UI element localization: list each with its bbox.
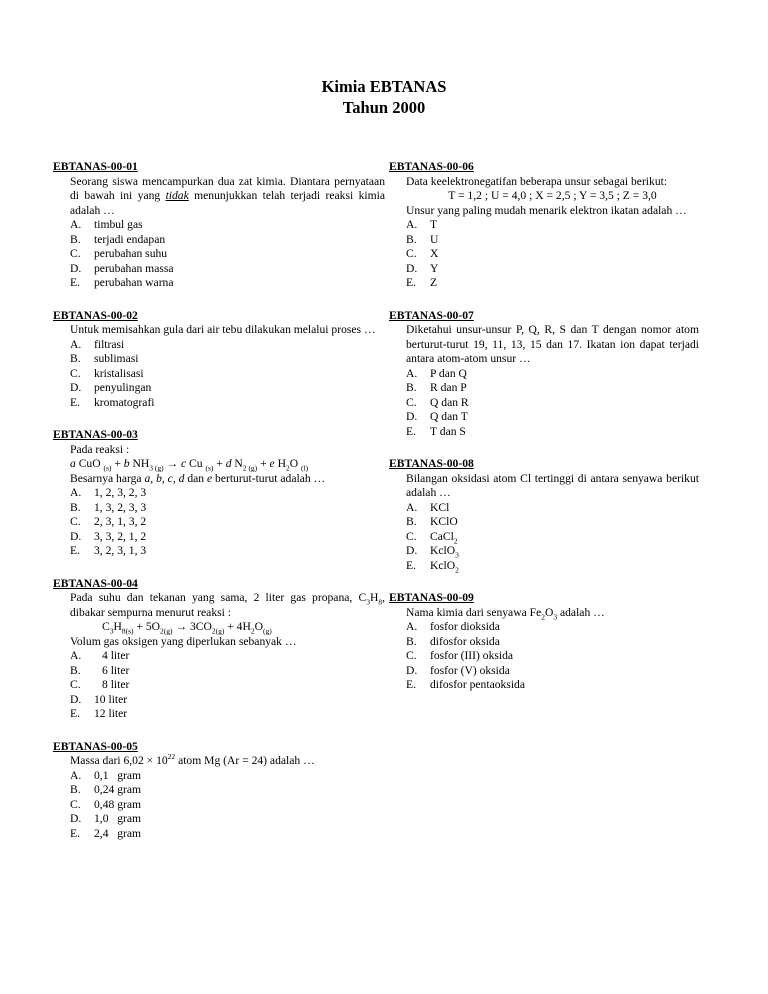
- question-text: Nama kimia dari senyawa $Fe_2O_3$ adalah …: [406, 605, 605, 621]
- options: [389, 218, 699, 291]
- option-b: B. 6 liter: [70, 663, 130, 677]
- left-column: [53, 160, 385, 859]
- options: [53, 649, 385, 722]
- question-text: Massa dari $6,02 \times 10^{22}$ atom Mg (Ar = 24) adalah …: [70, 752, 315, 767]
- option-d: D. 1,0 gram: [70, 812, 142, 825]
- question-03: [53, 428, 385, 559]
- option-d: D. Y: [406, 261, 439, 275]
- options: [53, 218, 385, 291]
- option-e: E. difosfor pentaoksida: [406, 678, 525, 691]
- option-a: A. filtrasi: [70, 337, 125, 351]
- option-d: D. 3, 3, 2, 1, 2: [70, 529, 147, 543]
- option-a: A. 0,1 gram: [70, 768, 142, 782]
- option-b: B. R dan P: [406, 381, 467, 394]
- option-c: C. CaCl$_2$: [406, 529, 458, 545]
- question-04: [53, 577, 385, 722]
- option-a: A. fosfor dioksida: [406, 620, 500, 633]
- option-a: A. 1, 2, 3, 2, 3: [70, 486, 147, 499]
- option-c: C. 2, 3, 1, 3, 2: [70, 515, 147, 528]
- question-02: [53, 309, 385, 411]
- question-id: EBTANAS-00-03: [53, 428, 138, 441]
- electronegativity-data: T = 1,2 ; U = 4,0 ; X = 2,5 ; Y = 3,5 ; Z = 3,0: [448, 189, 657, 202]
- question-text: Bilangan oksidasi atom Cl tertinggi di antara senyawa berikut adalah …: [406, 471, 699, 499]
- option-c: C. 0,48 gram: [70, 797, 142, 811]
- question-01: [53, 160, 385, 291]
- option-c: C. X: [406, 247, 439, 260]
- question-id: EBTANAS-00-07: [389, 308, 474, 322]
- question-id: EBTANAS-00-04: [53, 576, 138, 590]
- options: [389, 501, 699, 574]
- question-06: [389, 160, 699, 291]
- question-id: EBTANAS-00-01: [53, 160, 138, 173]
- question-text-2: Volum gas oksigen yang diperlukan sebanyak …: [70, 634, 297, 648]
- option-b: B. 1, 3, 2, 3, 3: [70, 500, 147, 514]
- question-05: [53, 740, 385, 842]
- option-e: E. 2,4 gram: [70, 826, 142, 840]
- question-text: Pada reaksi :: [70, 442, 130, 456]
- option-a: A. P dan Q: [406, 366, 467, 380]
- option-e: E. perubahan warna: [70, 276, 174, 289]
- option-a: A. 4 liter: [70, 649, 130, 662]
- option-a: A. T: [406, 218, 438, 231]
- right-column: [389, 160, 699, 711]
- option-b: B. sublimasi: [70, 352, 139, 365]
- option-e: E. 12 liter: [70, 707, 128, 720]
- question-id: EBTANAS-00-09: [389, 591, 474, 604]
- options: [53, 338, 385, 411]
- option-d: D. KclO$_3$: [406, 544, 459, 560]
- option-c: C. Q dan R: [406, 395, 469, 409]
- option-e: E. T dan S: [406, 424, 466, 438]
- question-id: EBTANAS-00-08: [389, 457, 474, 470]
- question-09: [389, 591, 699, 693]
- question-08: [389, 457, 699, 573]
- combustion-equation: $C_3H_{8(s)} + 5O_{2(g)} \to 3CO_{2(g)} + 4H_2O_{(g)}$: [102, 620, 272, 636]
- options: [53, 486, 385, 559]
- option-d: D. penyulingan: [70, 381, 152, 394]
- option-e: E. 3, 2, 3, 1, 3: [70, 544, 147, 557]
- option-b: B. KClO: [406, 515, 458, 528]
- option-e: E. Z: [406, 276, 438, 289]
- option-e: E. kromatografi: [70, 395, 155, 409]
- question-text: Untuk memisahkan gula dari air tebu dilakukan melalui proses …: [70, 323, 376, 336]
- option-e: E. KclO$_2$: [406, 558, 459, 574]
- option-d: D. perubahan massa: [70, 261, 174, 275]
- option-d: D. 10 liter: [70, 692, 128, 706]
- option-d: D. fosfor (V) oksida: [406, 663, 510, 677]
- question-text-2: Besarnya harga a, b, c, d dan e berturut-turut adalah …: [70, 471, 326, 485]
- option-c: C. perubahan suhu: [70, 247, 168, 260]
- question-id: EBTANAS-00-06: [389, 160, 474, 173]
- option-d: D. Q dan T: [406, 410, 468, 423]
- question-text: Diketahui unsur-unsur P, Q, R, S dan T dengan nomor atom berturut-turut 19, 11, 13, 15 dan 17. Ikatan ion dapat terjadi antara atom-atom unsur …: [406, 323, 699, 365]
- question-text: Seorang siswa mencampurkan dua zat kimia. Diantara pernyataan di bawah ini yang tidak menunjukkan telah terjadi reaksi kimia adalah …: [70, 174, 385, 217]
- question-text: Pada suhu dan tekanan yang sama, 2 liter gas propana, $C_3H_8$, dibakar sempurna menurut reaksi :: [70, 591, 385, 619]
- reaction-equation: a CuO $_{(s)}$ + b $NH_3$ $_{(g)}$ → c Cu $_{(s)}$ + d $N_2$ $_{(g)}$ + e $H_2O$ $_{(l)}$: [70, 457, 309, 473]
- document-subtitle: Tahun 2000: [342, 98, 426, 117]
- option-c: C. kristalisasi: [70, 366, 144, 380]
- options: [389, 367, 699, 440]
- option-a: A. timbul gas: [70, 218, 143, 231]
- document-title: Kimia EBTANAS: [321, 77, 447, 96]
- option-b: B. difosfor oksida: [406, 634, 500, 648]
- question-text: Data keelektronegatifan beberapa unsur sebagai berikut:: [406, 174, 668, 188]
- question-text-2: Unsur yang paling mudah menarik elektron ikatan adalah …: [406, 203, 687, 217]
- question-id: EBTANAS-00-05: [53, 739, 138, 753]
- option-c: C. 8 liter: [70, 678, 130, 691]
- option-a: A. KCl: [406, 500, 450, 514]
- question-07: [389, 309, 699, 440]
- option-b: B. U: [406, 232, 439, 246]
- option-b: B. terjadi endapan: [70, 232, 166, 246]
- option-b: B. 0,24 gram: [70, 783, 142, 796]
- option-c: C. fosfor (III) oksida: [406, 649, 514, 662]
- options: [389, 620, 699, 693]
- options: [53, 769, 385, 842]
- question-id: EBTANAS-00-02: [53, 308, 138, 322]
